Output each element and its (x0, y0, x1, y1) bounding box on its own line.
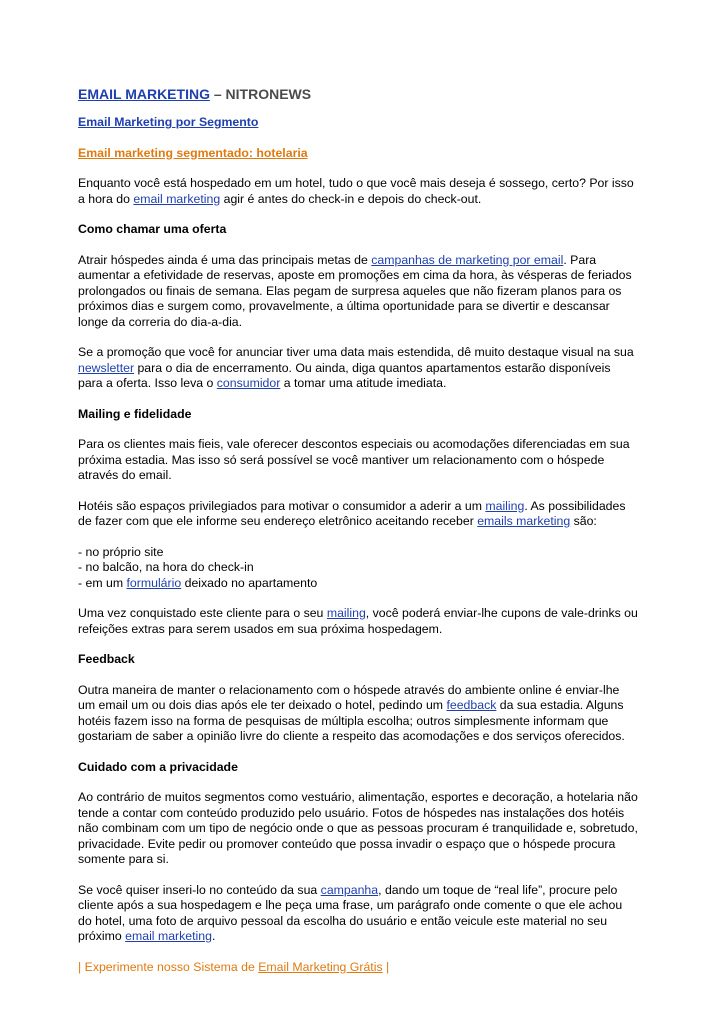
intro-paragraph (78, 176, 638, 207)
oferta-p1-text-2: . Para aumentar a efetividade de reservas, aposte em promoções em cima da hora, às vésperas de feriados prolongados ou finais de semana. Elas pegam de surpresa aqueles que não fizeram planos para os próximos dias e surgem como, provavelmente, a última oportunidade para se divertir e descansar longe da correria do dia-a-dia. (78, 252, 632, 329)
campanhas-link[interactable]: campanhas de marketing por email (371, 252, 564, 267)
feedback-link[interactable]: feedback (446, 698, 497, 712)
oferta-p2-text-1: Se a promoção que você for anunciar tiver uma data mais estendida, dê muito destaque visual na sua (78, 345, 634, 359)
mailing-link-2[interactable]: mailing (326, 606, 366, 620)
email-marketing-gratis-link[interactable]: Email Marketing Grátis (258, 959, 383, 974)
mailing-p2-text-1: Hotéis são espaços privilegiados para motivar o consumidor a aderir a um (78, 498, 486, 513)
section-title-link[interactable]: Email marketing segmentado: hotelaria (78, 145, 308, 160)
options-list (78, 545, 638, 592)
mailing-p3-text-2: , você poderá enviar-lhe cupons de vale-drinks ou refeições extras para serem usados em sua próxima hospedagem. (78, 606, 638, 636)
title-link[interactable]: EMAIL MARKETING (78, 86, 210, 102)
privacidade-p2-text-1: Se você quiser inseri-lo no conteúdo da sua (78, 882, 321, 897)
feedback-paragraph (78, 683, 638, 745)
footer-text-1: | Experimente nosso Sistema de (78, 959, 259, 974)
heading-mailing-fidelidade: Mailing e fidelidade (78, 406, 192, 421)
document-page (78, 86, 638, 975)
emails-marketing-link[interactable]: emails marketing (477, 514, 571, 528)
feedback-text-1: Outra maneira de manter o relacionamento com o hóspede através do ambiente online é enviar-lhe um email um ou dois dias após ele ter deixado o hotel, pedindo um (78, 682, 620, 712)
mailing-link[interactable]: mailing (485, 498, 525, 513)
list-item: - no próprio site (78, 544, 164, 559)
privacidade-p2-text-3: . (211, 929, 216, 943)
footer-text-2: | (382, 959, 390, 974)
newsletter-link[interactable]: newsletter (78, 360, 135, 375)
heading-como-chamar-oferta: Como chamar uma oferta (78, 222, 227, 236)
consumidor-link[interactable]: consumidor (216, 376, 281, 390)
list-item-text-1: - em um (78, 575, 127, 590)
privacidade-paragraph-2 (78, 883, 638, 945)
intro-text-2: agir é antes do check-in e depois do check-out. (220, 191, 482, 206)
subtitle-link[interactable]: Email Marketing por Segmento (78, 115, 259, 129)
mailing-paragraph-3 (78, 606, 638, 637)
mailing-paragraph-1: Para os clientes mais fieis, vale oferecer descontos especiais ou acomodações diferenciadas em sua próxima estadia. Mas isso só será possível se você mantiver um relacionamento com o hóspede através do email. (78, 437, 630, 482)
title-suffix: – NITRONEWS (209, 86, 312, 102)
heading-feedback: Feedback (78, 652, 135, 666)
mailing-p2-text-3: são: (570, 514, 597, 528)
formulario-link[interactable]: formulário (126, 575, 182, 590)
list-item (78, 576, 638, 592)
list-item-text-2: deixado no apartamento (181, 575, 318, 590)
email-marketing-link[interactable]: email marketing (133, 191, 221, 206)
mailing-paragraph-2 (78, 499, 638, 530)
oferta-p2-text-2: para o dia de encerramento. Ou ainda, diga quantos apartamentos estarão disponíveis para a oferta. Isso leva o (78, 360, 611, 390)
footer-cta (78, 960, 638, 976)
privacidade-paragraph-1: Ao contrário de muitos segmentos como vestuário, alimentação, esportes e decoração, a hotelaria não tende a contar com conteúdo produzido pelo usuário. Fotos de hóspedes nas instalações dos hotéis não combinam com um tipo de negócio onde o que as pessoas procuram é tranquilidade e, sobretudo, privacidade. Evite pedir ou promover conteúdo que possa invadir o espaço que o hóspede procura somente para si. (78, 790, 638, 866)
mailing-p2-text-2: . As possibilidades de fazer com que ele informe seu endereço eletrônico aceitando receber (78, 498, 626, 528)
campanha-link[interactable]: campanha (320, 882, 379, 897)
mailing-p3-text-1: Uma vez conquistado este cliente para o seu (78, 606, 327, 620)
oferta-paragraph-2 (78, 345, 638, 392)
privacidade-p2-text-2: , dando um toque de “real life”, procure pelo cliente após a sua hospedagem e lhe peça uma frase, um parágrafo onde comente o que ele achou do hotel, uma foto de arquivo pessoal da escolha do usuário e então veicule este material no seu próximo (78, 882, 623, 943)
oferta-p1-text-1: Atrair hóspedes ainda é uma das principais metas de (78, 252, 372, 267)
page-title (78, 86, 638, 103)
oferta-p2-text-3: a tomar uma atitude imediata. (280, 376, 447, 390)
feedback-text-2: da sua estadia. Alguns hotéis fazem isso na forma de pesquisas de múltipla escolha; outros simplesmente informam que gostariam de saber a opinião livre do cliente a respeito das acomodações e dos serviços oferecidos. (78, 698, 625, 743)
heading-privacidade: Cuidado com a privacidade (78, 759, 238, 774)
list-item: - no balcão, na hora do check-in (78, 560, 254, 574)
intro-text-1: Enquanto você está hospedado em um hotel, tudo o que você mais deseja é sossego, certo? Por isso a hora do (78, 176, 634, 206)
oferta-paragraph-1 (78, 253, 638, 331)
email-marketing-link-2[interactable]: email marketing (125, 929, 212, 943)
